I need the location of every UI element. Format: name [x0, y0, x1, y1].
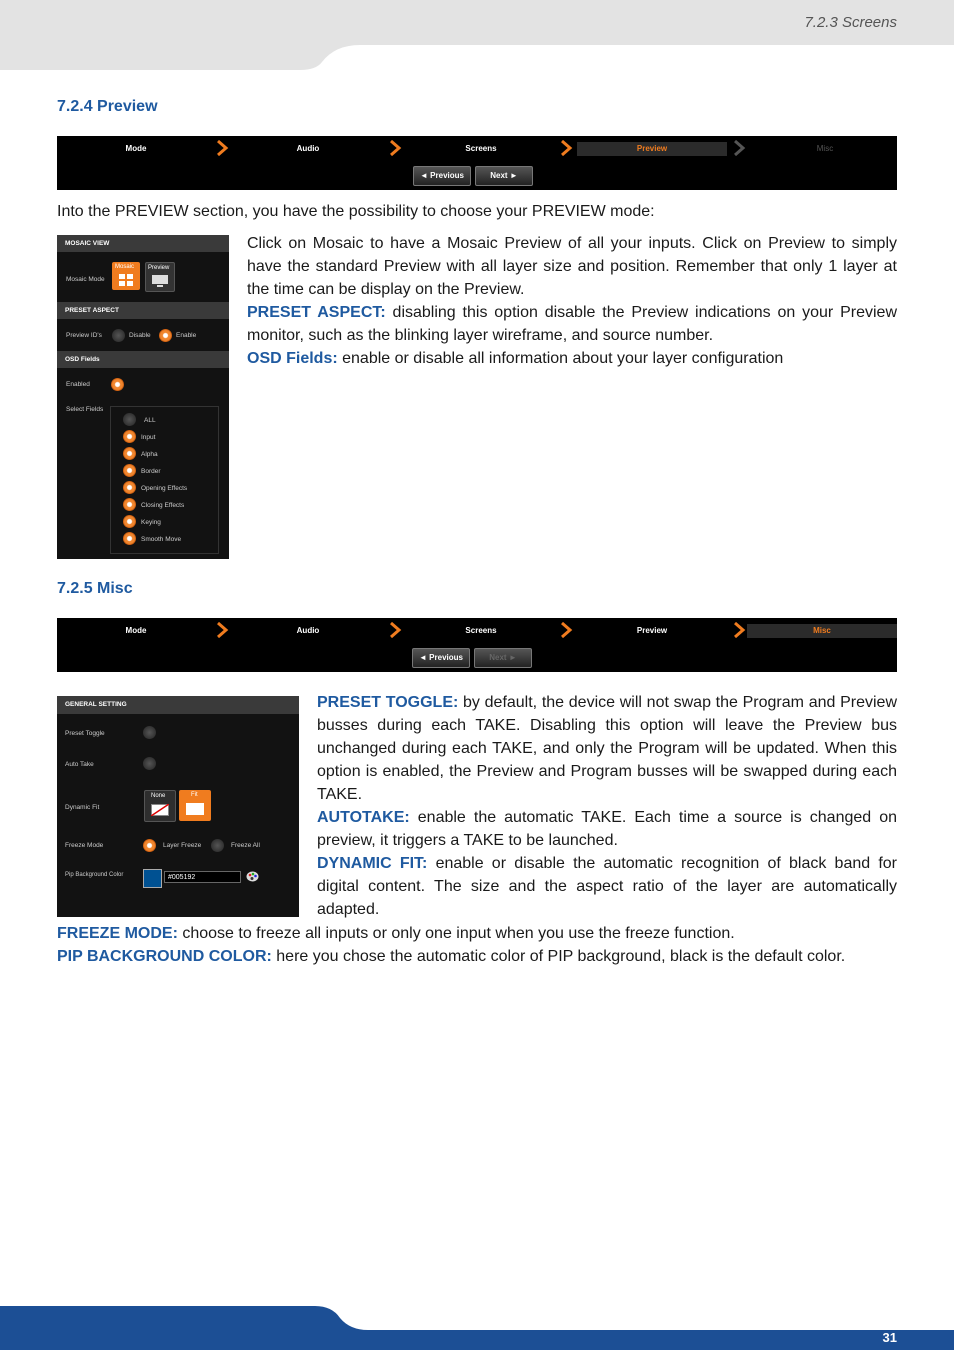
disable-radio[interactable] — [112, 329, 125, 342]
enable-radio[interactable] — [159, 329, 172, 342]
wizard-step-mode[interactable]: Mode — [125, 144, 147, 153]
section-title-preview: 7.2.4 Preview — [57, 98, 158, 115]
mosaic-mode-label: Mosaic Mode — [66, 276, 105, 283]
preset-aspect-text: disabling this option disable the Preview indications on your Preview monitor, such as the blinking layer wireframe, and source number. — [247, 304, 897, 344]
field-checkbox-closing-effects[interactable] — [123, 498, 136, 511]
no-fit-icon — [151, 804, 169, 816]
pip-background-color-label: Pip Background Color — [65, 872, 124, 878]
section-title-misc: 7.2.5 Misc — [57, 580, 133, 597]
freeze-mode-keyword: FREEZE MODE: — [57, 925, 178, 942]
color-swatch[interactable] — [143, 869, 162, 888]
chevron-right-icon — [559, 622, 573, 638]
preview-description — [247, 232, 897, 370]
header-band — [0, 0, 954, 70]
freeze-all-radio[interactable] — [211, 839, 224, 852]
freeze-all-label: Freeze All — [231, 842, 260, 849]
preview-intro: Into the PREVIEW section, you have the possibility to choose your PREVIEW mode: — [57, 203, 655, 220]
preset-toggle-checkbox[interactable] — [143, 726, 156, 739]
wizard-step-audio[interactable]: Audio — [296, 144, 320, 153]
osd-enabled-toggle[interactable] — [111, 378, 124, 391]
autotake-text: enable the automatic TAKE. Each time a source is changed on preview, it triggers a TAKE to be launched. — [317, 809, 897, 849]
layer-freeze-radio[interactable] — [143, 839, 156, 852]
preview-settings-panel — [57, 235, 229, 559]
wizard-bar-misc — [57, 618, 897, 672]
dynamic-fit-text: enable or disable the automatic recognition of black band for digital content. The size and the aspect ratio of the layer are automatically adapted. — [317, 855, 897, 918]
field-checkbox-alpha[interactable] — [123, 447, 136, 460]
next-button[interactable]: Next ► — [474, 648, 532, 668]
preset-toggle-keyword: PRESET TOGGLE: — [317, 694, 459, 711]
wizard-step-preview[interactable]: Preview — [636, 626, 668, 635]
wizard-step-screens[interactable]: Screens — [465, 144, 497, 153]
layer-freeze-label: Layer Freeze — [163, 842, 202, 849]
disable-label: Disable — [129, 332, 151, 339]
chevron-right-icon — [559, 140, 573, 156]
misc-description-bottom — [57, 922, 897, 968]
field-checkbox-smooth-move[interactable] — [123, 532, 136, 545]
preview-mode-button[interactable]: Preview — [145, 262, 175, 292]
field-checkbox-all[interactable] — [123, 413, 136, 426]
enabled-label: Enabled — [66, 381, 90, 388]
field-checkbox-keying[interactable] — [123, 515, 136, 528]
autotake-keyword: AUTOTAKE: — [317, 809, 410, 826]
preset-aspect-header: PRESET ASPECT — [57, 302, 229, 319]
chevron-right-icon — [388, 622, 402, 638]
pip-color-input[interactable]: #005192 — [164, 871, 241, 883]
field-checkbox-opening-effects[interactable] — [123, 481, 136, 494]
freeze-mode-label: Freeze Mode — [65, 842, 104, 849]
wizard-bar-preview — [57, 136, 897, 190]
field-checkbox-input[interactable] — [123, 430, 136, 443]
dynamic-fit-fit-button[interactable]: Fit — [179, 790, 211, 821]
chevron-right-icon — [388, 140, 402, 156]
dynamic-fit-none-button[interactable]: None — [144, 790, 176, 822]
osd-text: enable or disable all information about your layer configuration — [337, 350, 784, 367]
select-fields-label: Select Fields — [66, 406, 104, 413]
general-setting-panel — [57, 696, 299, 917]
dynamic-fit-keyword: DYNAMIC FIT: — [317, 855, 428, 872]
wizard-step-mode[interactable]: Mode — [125, 626, 147, 635]
preset-toggle-text: by default, the device will not swap the Program and Preview busses during each TAKE. Disabling this option will leave the Preview bus unchanged during each TAKE, and only the Program will be updated. When this option is enabled, the Preview and Program busses will be swapped during each TAKE. — [317, 694, 898, 803]
chevron-right-icon — [215, 140, 229, 156]
enable-label: Enable — [176, 332, 197, 339]
next-button[interactable]: Next ► — [475, 166, 533, 186]
mosaic-button[interactable]: Mosaic — [112, 262, 140, 290]
osd-keyword: OSD Fields: — [247, 350, 338, 367]
preview-ids-label: Preview ID's — [66, 332, 102, 339]
misc-description — [317, 691, 897, 921]
fit-icon — [186, 803, 204, 815]
wizard-step-audio[interactable]: Audio — [296, 626, 320, 635]
header-breadcrumb: 7.2.3 Screens — [804, 14, 897, 31]
osd-fields-header: OSD Fields — [57, 351, 229, 368]
wizard-step-misc[interactable]: Misc — [816, 144, 834, 153]
field-checkbox-border[interactable] — [123, 464, 136, 477]
previous-button[interactable]: ◄ Previous — [413, 166, 471, 186]
chevron-right-icon — [732, 622, 746, 638]
pip-text: here you chose the automatic color of PIP background, black is the default color. — [271, 948, 846, 965]
preset-toggle-label: Preset Toggle — [65, 730, 105, 737]
dynamic-fit-label: Dynamic Fit — [65, 804, 100, 811]
mosaic-description: Click on Mosaic to have a Mosaic Preview of all your inputs. Click on Preview to simply have the standard Preview with all layer size and position. Remember that only 1 layer at the time can be display on the Preview. — [247, 235, 897, 298]
preset-aspect-keyword: PRESET ASPECT: — [247, 304, 386, 321]
auto-take-label: Auto Take — [65, 761, 94, 768]
palette-icon[interactable] — [246, 871, 259, 882]
chevron-right-icon — [732, 140, 746, 156]
wizard-step-preview[interactable]: Preview — [577, 142, 727, 156]
auto-take-checkbox[interactable] — [143, 757, 156, 770]
monitor-icon — [152, 275, 168, 287]
previous-button[interactable]: ◄ Previous — [412, 648, 470, 668]
mosaic-view-header: MOSAIC VIEW — [57, 235, 229, 252]
pip-keyword: PIP BACKGROUND COLOR: — [57, 948, 272, 965]
fields-list: ALL Input Alpha Border Opening Effects Closing Effects Keying Smooth Move — [110, 406, 219, 554]
mosaic-grid-icon — [119, 274, 133, 286]
wizard-step-screens[interactable]: Screens — [465, 626, 497, 635]
chevron-right-icon — [215, 622, 229, 638]
freeze-mode-text: choose to freeze all inputs or only one input when you use the freeze function. — [177, 925, 735, 942]
footer-band — [0, 1300, 954, 1350]
wizard-step-misc[interactable]: Misc — [747, 624, 897, 638]
page-number: 31 — [882, 1330, 897, 1345]
general-setting-header: GENERAL SETTING — [57, 696, 299, 714]
